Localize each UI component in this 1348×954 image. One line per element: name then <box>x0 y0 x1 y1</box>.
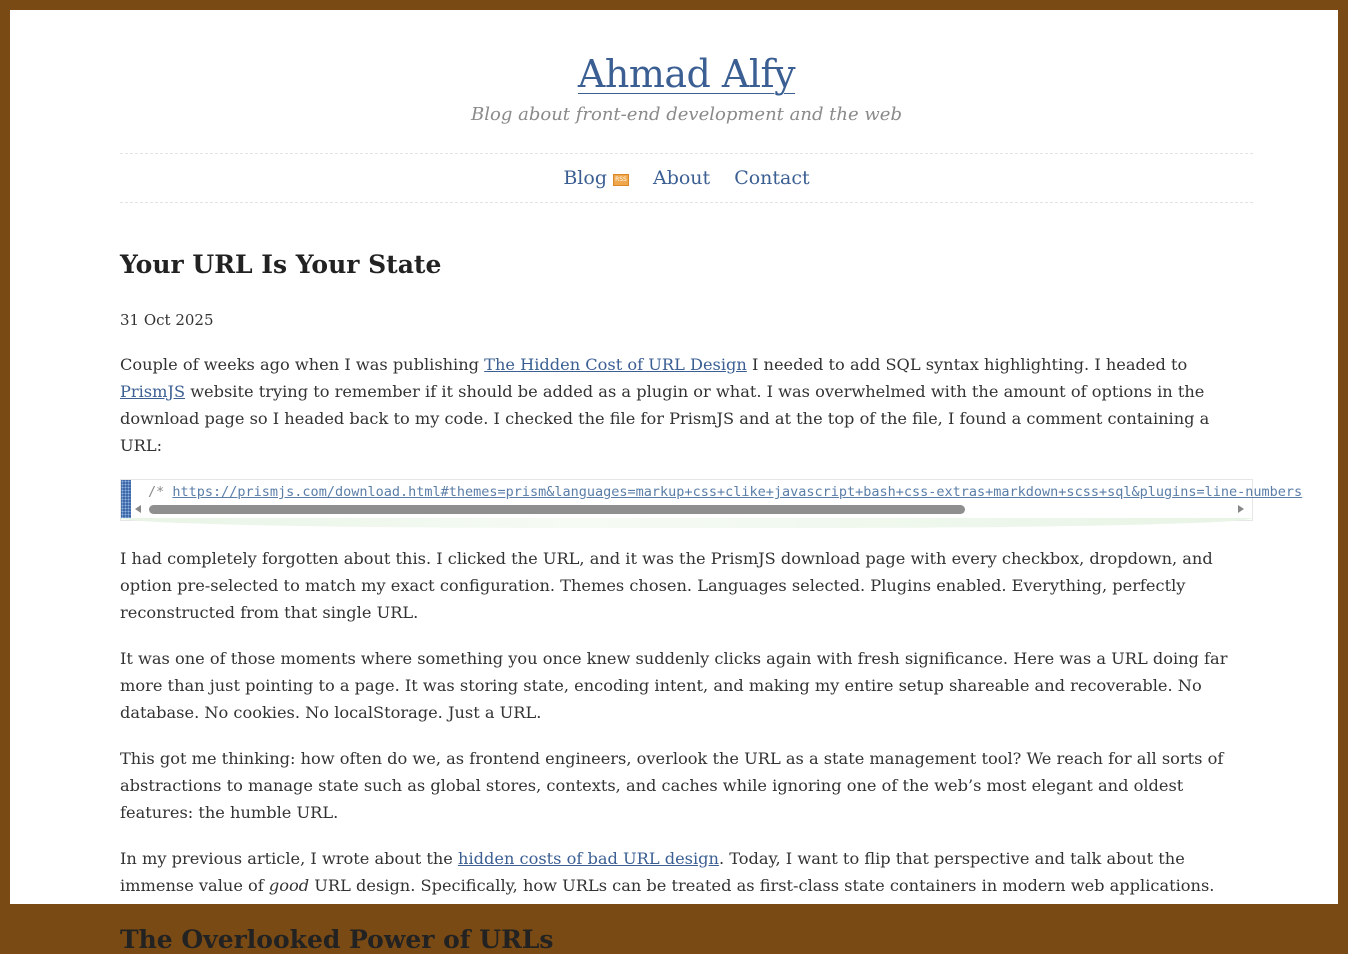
nav-blog-link[interactable] <box>563 167 629 189</box>
nav-blog-label: Blog <box>563 167 607 189</box>
section-heading: The Overlooked Power of URLs <box>120 925 554 954</box>
paragraph-text: I needed to add SQL syntax highlighting. I headed to <box>746 355 1188 374</box>
paragraph-text: In my previous article, I wrote about the <box>120 849 459 868</box>
nav-contact-link[interactable]: Contact <box>734 167 810 189</box>
site-title-link[interactable]: Ahmad Alfy <box>577 52 796 96</box>
prismjs-link[interactable]: PrismJS <box>120 382 186 401</box>
site-tagline: Blog about front-end development and the web <box>471 104 902 125</box>
paragraph-thinking: This got me thinking: how often do we, as frontend engineers, overlook the URL as a state management tool? We reach for all sorts of abstractions to manage state such as global stores, contexts, and caches while ignoring one of the web’s most elegant and oldest features: the humble URL. <box>120 749 1224 822</box>
hidden-costs-link[interactable]: hidden costs of bad URL design <box>458 849 719 868</box>
paragraph-intro <box>120 351 1253 459</box>
scrollbar-thumb[interactable] <box>149 505 965 514</box>
code-comment-prefix: /* <box>148 484 173 500</box>
prismjs-config-url-link[interactable]: https://prismjs.com/download.html#themes=prism&languages=markup+css+clike+javascript+bash+css-extras+markdown+scss+sql&plugins=line-numbers <box>172 484 1303 500</box>
rss-icon[interactable]: RSS <box>613 174 629 186</box>
post-date: 31 Oct 2025 <box>120 311 214 329</box>
hidden-cost-article-link[interactable]: The Hidden Cost of URL Design <box>484 355 747 374</box>
paragraph-text: . Today, I want to flip that perspective and talk about the immense value of <box>120 849 1185 895</box>
paragraph-moment: It was one of those moments where something you once knew suddenly clicks again with fresh significance. Here was a URL doing far more than just pointing to a page. It was storing state, encoding intent, and making my entire setup shareable and recoverable. No database. No cookies. No localStorage. Just a URL. <box>120 649 1228 722</box>
scroll-right-arrow-icon[interactable] <box>1238 505 1244 513</box>
paragraph-text: website trying to remember if it should be added as a plugin or what. I was overwhelmed with the amount of options in the download page so I headed back to my code. I checked the file for PrismJS and at the top of the file, I found a comment containing a URL: <box>120 382 1210 455</box>
paragraph-text: URL design. Specifically, how URLs can be treated as first-class state containers in modern web applications. <box>309 876 1215 895</box>
code-gutter <box>121 480 131 518</box>
paragraph-forgotten: I had completely forgotten about this. I clicked the URL, and it was the PrismJS download page with every checkbox, dropdown, and option pre-selected to match my exact configuration. Themes chosen. Languages selected. Plugins enabled. Everything, perfectly reconstructed from that single URL. <box>120 549 1213 622</box>
nav-about-link[interactable]: About <box>652 167 711 189</box>
paragraph-text: Couple of weeks ago when I was publishing <box>120 355 485 374</box>
code-line <box>148 484 1302 500</box>
post-title: Your URL Is Your State <box>120 250 442 279</box>
code-horizontal-scrollbar[interactable] <box>135 505 1244 514</box>
code-block[interactable] <box>120 479 1303 521</box>
main-nav <box>120 153 1253 203</box>
paragraph-previous-article <box>120 845 1253 899</box>
code-block-torn-edge <box>121 518 1252 528</box>
emphasis-good: good <box>268 876 310 895</box>
scroll-left-arrow-icon[interactable] <box>135 505 141 513</box>
page-frame <box>10 10 1338 954</box>
content-column <box>120 10 1303 954</box>
